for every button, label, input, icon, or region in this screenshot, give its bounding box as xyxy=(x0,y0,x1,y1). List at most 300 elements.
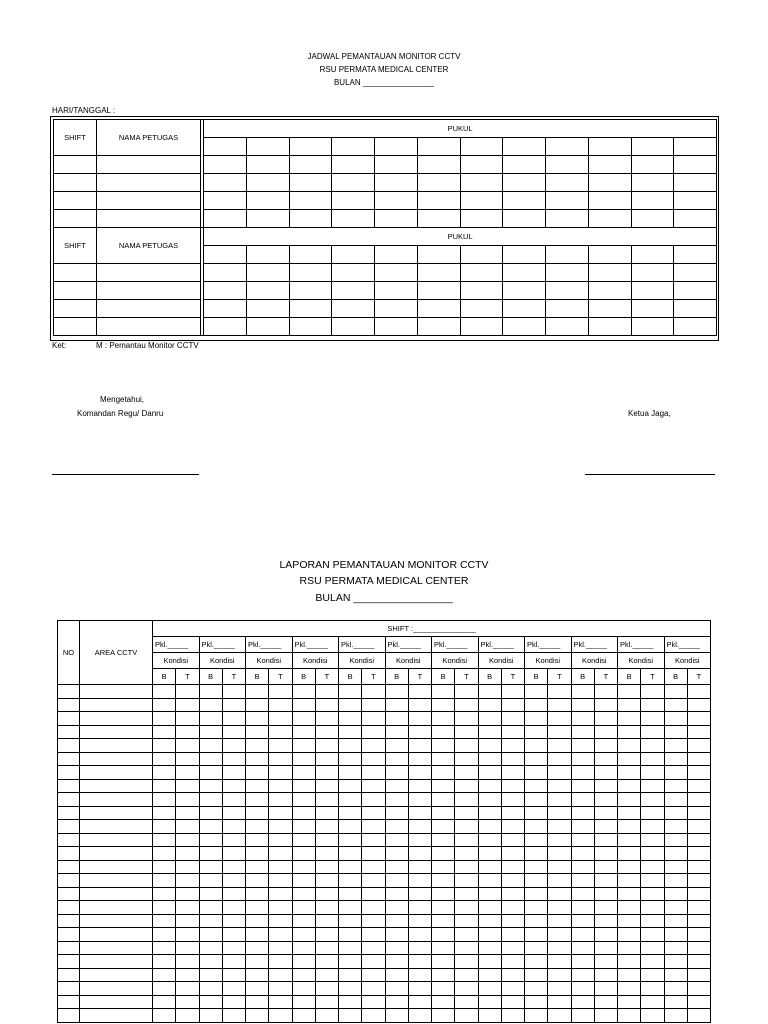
b-label: B xyxy=(571,669,594,685)
condition-cell xyxy=(339,833,362,847)
condition-cell xyxy=(501,752,524,766)
condition-cell xyxy=(641,806,664,820)
condition-cell xyxy=(432,928,455,942)
b-label: B xyxy=(153,669,176,685)
condition-cell xyxy=(687,752,710,766)
condition-cell xyxy=(432,941,455,955)
shift-cell xyxy=(54,156,97,174)
condition-cell xyxy=(176,698,199,712)
condition-cell xyxy=(246,766,269,780)
t-label: T xyxy=(408,669,431,685)
condition-cell xyxy=(548,887,571,901)
condition-cell xyxy=(408,1009,431,1023)
condition-cell xyxy=(385,901,408,915)
condition-cell xyxy=(339,928,362,942)
report-pkl-row xyxy=(58,637,711,653)
area-cell xyxy=(80,779,153,793)
condition-cell xyxy=(618,698,641,712)
condition-cell xyxy=(618,995,641,1009)
condition-cell xyxy=(269,752,292,766)
report-row xyxy=(58,887,711,901)
condition-cell xyxy=(571,995,594,1009)
schedule-cell xyxy=(674,264,717,282)
time-slot-cell xyxy=(460,246,503,264)
condition-cell xyxy=(478,712,501,726)
condition-cell xyxy=(455,1009,478,1023)
condition-cell xyxy=(408,752,431,766)
condition-cell xyxy=(408,698,431,712)
condition-cell xyxy=(246,739,269,753)
condition-cell xyxy=(199,820,222,834)
no-cell xyxy=(58,712,80,726)
schedule-cell xyxy=(289,264,332,282)
condition-cell xyxy=(222,685,245,699)
condition-cell xyxy=(618,860,641,874)
condition-cell xyxy=(292,793,315,807)
condition-cell xyxy=(292,847,315,861)
condition-cell xyxy=(176,968,199,982)
area-cell xyxy=(80,860,153,874)
condition-cell xyxy=(455,887,478,901)
condition-cell xyxy=(199,698,222,712)
condition-cell xyxy=(432,887,455,901)
condition-cell xyxy=(594,860,617,874)
condition-cell xyxy=(664,779,687,793)
condition-cell xyxy=(269,847,292,861)
time-slot-cell xyxy=(588,138,631,156)
b-label: B xyxy=(339,669,362,685)
no-cell xyxy=(58,874,80,888)
condition-cell xyxy=(687,847,710,861)
condition-cell xyxy=(548,995,571,1009)
condition-cell xyxy=(687,833,710,847)
condition-cell xyxy=(246,995,269,1009)
pkl-label: Pkl._____ xyxy=(199,637,246,653)
schedule-cell xyxy=(375,174,418,192)
condition-cell xyxy=(269,806,292,820)
condition-cell xyxy=(362,860,385,874)
report-row xyxy=(58,860,711,874)
condition-cell xyxy=(548,752,571,766)
condition-cell xyxy=(641,914,664,928)
time-slot-cell xyxy=(417,246,460,264)
area-cell xyxy=(80,847,153,861)
schedule-cell xyxy=(332,174,375,192)
schedule-cell xyxy=(375,210,418,228)
condition-cell xyxy=(594,941,617,955)
condition-cell xyxy=(478,820,501,834)
area-cell xyxy=(80,725,153,739)
condition-cell xyxy=(269,685,292,699)
condition-cell xyxy=(153,793,176,807)
area-header: AREA CCTV xyxy=(80,621,153,685)
condition-cell xyxy=(315,779,338,793)
report-row xyxy=(58,1009,711,1023)
condition-cell xyxy=(478,995,501,1009)
name-cell xyxy=(97,282,201,300)
condition-cell xyxy=(222,698,245,712)
condition-cell xyxy=(548,806,571,820)
b-label: B xyxy=(525,669,548,685)
shift-cell xyxy=(54,174,97,192)
schedule-cell xyxy=(204,264,247,282)
condition-cell xyxy=(571,806,594,820)
condition-cell xyxy=(455,739,478,753)
condition-cell xyxy=(362,995,385,1009)
condition-cell xyxy=(176,739,199,753)
condition-cell xyxy=(385,860,408,874)
condition-cell xyxy=(339,779,362,793)
condition-cell xyxy=(362,955,385,969)
schedule-row xyxy=(54,192,717,210)
condition-cell xyxy=(571,698,594,712)
name-cell xyxy=(97,192,201,210)
report-row xyxy=(58,955,711,969)
no-cell xyxy=(58,955,80,969)
condition-cell xyxy=(664,995,687,1009)
schedule-cell xyxy=(417,282,460,300)
condition-cell xyxy=(385,833,408,847)
condition-cell xyxy=(571,766,594,780)
pkl-label: Pkl._____ xyxy=(246,637,293,653)
condition-cell xyxy=(501,941,524,955)
condition-cell xyxy=(432,820,455,834)
area-cell xyxy=(80,766,153,780)
condition-cell xyxy=(455,806,478,820)
condition-cell xyxy=(664,914,687,928)
condition-cell xyxy=(664,712,687,726)
report-row xyxy=(58,874,711,888)
condition-cell xyxy=(315,901,338,915)
condition-cell xyxy=(525,860,548,874)
pkl-label: Pkl._____ xyxy=(571,637,618,653)
condition-cell xyxy=(501,914,524,928)
schedule-cell xyxy=(588,210,631,228)
time-header: PUKUL xyxy=(204,228,717,246)
schedule-table xyxy=(53,119,717,336)
condition-cell xyxy=(455,766,478,780)
condition-cell xyxy=(548,833,571,847)
condition-cell xyxy=(246,955,269,969)
condition-cell xyxy=(594,685,617,699)
condition-cell xyxy=(687,968,710,982)
condition-cell xyxy=(664,739,687,753)
condition-cell xyxy=(478,685,501,699)
condition-cell xyxy=(199,860,222,874)
condition-cell xyxy=(315,833,338,847)
time-slot-cell xyxy=(503,138,546,156)
schedule-cell xyxy=(674,318,717,336)
report-row xyxy=(58,982,711,996)
condition-cell xyxy=(339,698,362,712)
condition-cell xyxy=(292,995,315,1009)
condition-cell xyxy=(199,779,222,793)
condition-cell xyxy=(664,820,687,834)
condition-cell xyxy=(222,874,245,888)
schedule-cell xyxy=(631,318,674,336)
condition-cell xyxy=(292,1009,315,1023)
condition-cell xyxy=(315,955,338,969)
schedule-cell xyxy=(289,300,332,318)
note-prefix: Ket: xyxy=(52,341,67,350)
area-cell xyxy=(80,874,153,888)
condition-cell xyxy=(385,995,408,1009)
condition-cell xyxy=(571,874,594,888)
condition-cell xyxy=(362,725,385,739)
condition-cell xyxy=(176,712,199,726)
schedule-cell xyxy=(417,264,460,282)
condition-cell xyxy=(594,847,617,861)
condition-cell xyxy=(641,901,664,915)
condition-cell xyxy=(432,901,455,915)
condition-cell xyxy=(571,820,594,834)
b-label: B xyxy=(618,669,641,685)
condition-cell xyxy=(501,1009,524,1023)
b-label: B xyxy=(292,669,315,685)
area-cell xyxy=(80,685,153,699)
shift-header: SHIFT xyxy=(54,120,97,156)
condition-cell xyxy=(246,887,269,901)
condition-cell xyxy=(525,752,548,766)
condition-cell xyxy=(687,1009,710,1023)
condition-cell xyxy=(246,982,269,996)
condition-cell xyxy=(362,739,385,753)
condition-cell xyxy=(594,955,617,969)
condition-cell xyxy=(385,847,408,861)
condition-cell xyxy=(408,739,431,753)
condition-cell xyxy=(432,752,455,766)
condition-cell xyxy=(153,833,176,847)
condition-cell xyxy=(176,941,199,955)
schedule-cell xyxy=(631,174,674,192)
condition-cell xyxy=(548,847,571,861)
condition-cell xyxy=(664,725,687,739)
condition-cell xyxy=(501,739,524,753)
condition-cell xyxy=(641,874,664,888)
condition-cell xyxy=(641,1009,664,1023)
condition-cell xyxy=(594,928,617,942)
condition-cell xyxy=(292,806,315,820)
t-label: T xyxy=(548,669,571,685)
condition-cell xyxy=(246,685,269,699)
condition-cell xyxy=(687,779,710,793)
name-cell xyxy=(97,156,201,174)
condition-cell xyxy=(246,860,269,874)
kondisi-label: Kondisi xyxy=(339,653,386,669)
b-label: B xyxy=(385,669,408,685)
condition-cell xyxy=(618,1009,641,1023)
condition-cell xyxy=(687,928,710,942)
condition-cell xyxy=(269,887,292,901)
report-row xyxy=(58,766,711,780)
condition-cell xyxy=(478,793,501,807)
condition-cell xyxy=(501,901,524,915)
condition-cell xyxy=(246,806,269,820)
no-cell xyxy=(58,914,80,928)
condition-cell xyxy=(478,928,501,942)
schedule-row xyxy=(54,318,717,336)
condition-cell xyxy=(385,698,408,712)
schedule-cell xyxy=(375,156,418,174)
condition-cell xyxy=(362,914,385,928)
schedule-cell xyxy=(375,264,418,282)
condition-cell xyxy=(641,752,664,766)
condition-cell xyxy=(246,928,269,942)
time-slot-cell xyxy=(289,246,332,264)
condition-cell xyxy=(362,779,385,793)
schedule-cell xyxy=(417,318,460,336)
condition-cell xyxy=(269,820,292,834)
condition-cell xyxy=(571,739,594,753)
condition-cell xyxy=(246,968,269,982)
condition-cell xyxy=(246,941,269,955)
condition-cell xyxy=(385,685,408,699)
condition-cell xyxy=(548,698,571,712)
condition-cell xyxy=(687,860,710,874)
condition-cell xyxy=(339,941,362,955)
condition-cell xyxy=(478,739,501,753)
schedule-cell xyxy=(289,282,332,300)
condition-cell xyxy=(153,995,176,1009)
condition-cell xyxy=(199,995,222,1009)
condition-cell xyxy=(199,793,222,807)
kondisi-label: Kondisi xyxy=(478,653,525,669)
condition-cell xyxy=(199,968,222,982)
condition-cell xyxy=(222,955,245,969)
condition-cell xyxy=(548,793,571,807)
condition-cell xyxy=(594,712,617,726)
condition-cell xyxy=(687,766,710,780)
condition-cell xyxy=(153,874,176,888)
condition-cell xyxy=(385,739,408,753)
schedule-cell xyxy=(460,192,503,210)
kondisi-label: Kondisi xyxy=(153,653,200,669)
report-row xyxy=(58,995,711,1009)
condition-cell xyxy=(315,914,338,928)
condition-cell xyxy=(176,860,199,874)
condition-cell xyxy=(501,968,524,982)
condition-cell xyxy=(222,739,245,753)
condition-cell xyxy=(664,955,687,969)
condition-cell xyxy=(408,874,431,888)
schedule-cell xyxy=(546,156,589,174)
condition-cell xyxy=(548,1009,571,1023)
condition-cell xyxy=(315,712,338,726)
condition-cell xyxy=(641,860,664,874)
report-shift-row xyxy=(58,621,711,637)
condition-cell xyxy=(362,941,385,955)
condition-cell xyxy=(292,739,315,753)
condition-cell xyxy=(408,887,431,901)
condition-cell xyxy=(455,995,478,1009)
condition-cell xyxy=(385,806,408,820)
condition-cell xyxy=(339,725,362,739)
condition-cell xyxy=(292,914,315,928)
shift-cell xyxy=(54,282,97,300)
condition-cell xyxy=(432,793,455,807)
condition-cell xyxy=(176,982,199,996)
schedule-cell xyxy=(631,300,674,318)
time-slot-cell xyxy=(375,246,418,264)
condition-cell xyxy=(176,725,199,739)
condition-cell xyxy=(664,752,687,766)
condition-cell xyxy=(641,739,664,753)
condition-cell xyxy=(269,901,292,915)
condition-cell xyxy=(269,860,292,874)
condition-cell xyxy=(525,1009,548,1023)
report-row xyxy=(58,793,711,807)
no-cell xyxy=(58,793,80,807)
condition-cell xyxy=(501,685,524,699)
no-cell xyxy=(58,860,80,874)
condition-cell xyxy=(153,779,176,793)
condition-cell xyxy=(525,793,548,807)
condition-cell xyxy=(501,779,524,793)
condition-cell xyxy=(432,779,455,793)
no-cell xyxy=(58,901,80,915)
schedule-cell xyxy=(503,210,546,228)
condition-cell xyxy=(501,698,524,712)
condition-cell xyxy=(246,725,269,739)
condition-cell xyxy=(664,698,687,712)
condition-cell xyxy=(315,1009,338,1023)
condition-cell xyxy=(432,860,455,874)
condition-cell xyxy=(618,847,641,861)
schedule-cell xyxy=(460,264,503,282)
condition-cell xyxy=(432,685,455,699)
no-cell xyxy=(58,995,80,1009)
report-hospital: RSU PERMATA MEDICAL CENTER xyxy=(299,575,469,587)
condition-cell xyxy=(385,982,408,996)
no-cell xyxy=(58,685,80,699)
report-row xyxy=(58,820,711,834)
condition-cell xyxy=(339,806,362,820)
condition-cell xyxy=(199,752,222,766)
condition-cell xyxy=(339,887,362,901)
condition-cell xyxy=(292,860,315,874)
condition-cell xyxy=(339,968,362,982)
name-cell xyxy=(97,318,201,336)
no-header: NO xyxy=(58,621,80,685)
sign-left-underline xyxy=(52,474,199,475)
condition-cell xyxy=(594,820,617,834)
condition-cell xyxy=(641,712,664,726)
condition-cell xyxy=(362,874,385,888)
condition-cell xyxy=(432,1009,455,1023)
condition-cell xyxy=(246,901,269,915)
schedule-cell xyxy=(289,174,332,192)
area-cell xyxy=(80,1009,153,1023)
condition-cell xyxy=(455,820,478,834)
condition-cell xyxy=(432,806,455,820)
condition-cell xyxy=(362,887,385,901)
condition-cell xyxy=(269,833,292,847)
condition-cell xyxy=(315,860,338,874)
condition-cell xyxy=(222,860,245,874)
condition-cell xyxy=(292,820,315,834)
condition-cell xyxy=(385,752,408,766)
condition-cell xyxy=(618,712,641,726)
condition-cell xyxy=(408,712,431,726)
condition-cell xyxy=(176,928,199,942)
condition-cell xyxy=(222,752,245,766)
condition-cell xyxy=(455,698,478,712)
schedule-cell xyxy=(204,192,247,210)
condition-cell xyxy=(199,982,222,996)
schedule-cell xyxy=(204,300,247,318)
condition-cell xyxy=(618,725,641,739)
condition-cell xyxy=(687,739,710,753)
